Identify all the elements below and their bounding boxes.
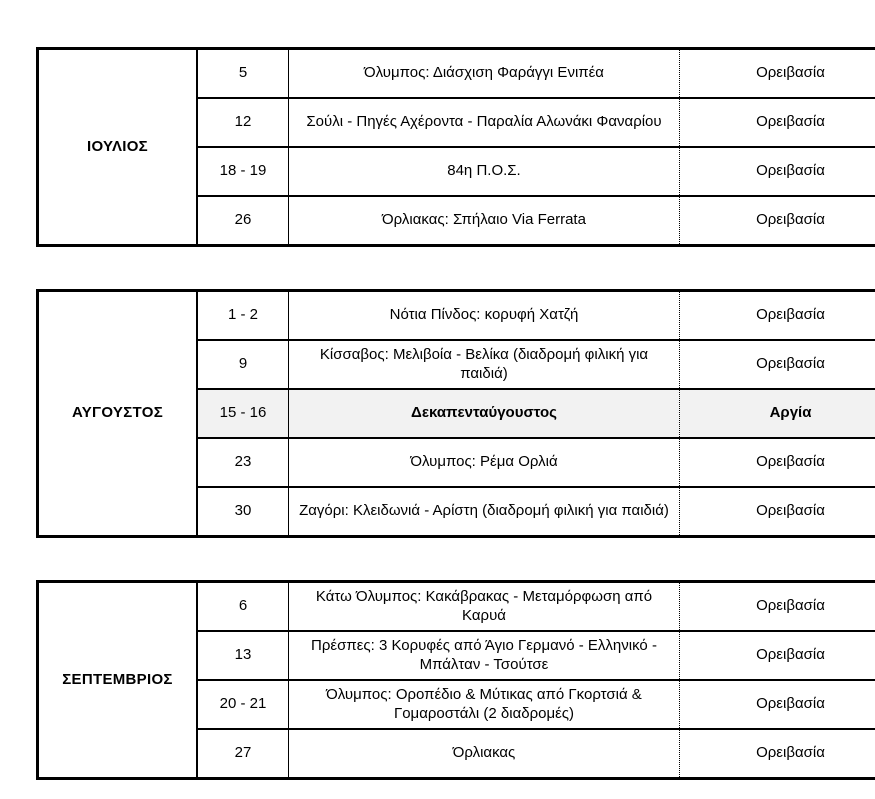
activity-cell: Ορειβασία xyxy=(680,196,875,246)
activity-cell: Ορειβασία xyxy=(680,340,875,389)
activity-cell: Ορειβασία xyxy=(680,291,875,341)
date-cell: 15 - 16 xyxy=(197,389,289,438)
schedule-row xyxy=(38,291,875,341)
date-cell: 5 xyxy=(197,49,289,99)
date-cell: 12 xyxy=(197,98,289,147)
date-cell: 18 - 19 xyxy=(197,147,289,196)
schedule-row xyxy=(38,582,875,632)
month-label: ΑΥΓΟΥΣΤΟΣ xyxy=(38,291,198,537)
description-cell: Κίσσαβος: Μελιβοία - Βελίκα (διαδρομή φιλική για παιδιά) xyxy=(289,340,680,389)
date-cell: 1 - 2 xyxy=(197,291,289,341)
month-schedule-table xyxy=(36,289,875,538)
date-cell: 27 xyxy=(197,729,289,779)
description-cell: Κάτω Όλυμπος: Κακάβρακας - Μεταμόρφωση από Καρυά xyxy=(289,582,680,632)
tables-container xyxy=(36,47,875,780)
description-cell: Πρέσπες: 3 Κορυφές από Άγιο Γερμανό - Ελληνικό - Μπάλταν - Τσούτσε xyxy=(289,631,680,680)
date-cell: 20 - 21 xyxy=(197,680,289,729)
month-schedule-table xyxy=(36,47,875,247)
activity-cell: Ορειβασία xyxy=(680,582,875,632)
month-label: ΙΟΥΛΙΟΣ xyxy=(38,49,198,246)
activity-cell: Ορειβασία xyxy=(680,631,875,680)
description-cell: Όρλιακας: Σπήλαιο Via Ferrata xyxy=(289,196,680,246)
date-cell: 9 xyxy=(197,340,289,389)
activity-cell: Ορειβασία xyxy=(680,487,875,537)
activity-cell: Ορειβασία xyxy=(680,438,875,487)
date-cell: 6 xyxy=(197,582,289,632)
month-schedule-table xyxy=(36,580,875,780)
date-cell: 23 xyxy=(197,438,289,487)
activity-cell: Ορειβασία xyxy=(680,147,875,196)
date-cell: 13 xyxy=(197,631,289,680)
description-cell: Ζαγόρι: Κλειδωνιά - Αρίστη (διαδρομή φιλική για παιδιά) xyxy=(289,487,680,537)
description-cell: Νότια Πίνδος: κορυφή Χατζή xyxy=(289,291,680,341)
activity-cell: Ορειβασία xyxy=(680,680,875,729)
activity-cell: Ορειβασία xyxy=(680,49,875,99)
description-cell: Όλυμπος: Ρέμα Ορλιά xyxy=(289,438,680,487)
description-cell: Σούλι - Πηγές Αχέροντα - Παραλία Αλωνάκι Φαναρίου xyxy=(289,98,680,147)
description-cell: Όλυμπος: Διάσχιση Φαράγγι Ενιπέα xyxy=(289,49,680,99)
date-cell: 30 xyxy=(197,487,289,537)
date-cell: 26 xyxy=(197,196,289,246)
description-cell: Όρλιακας xyxy=(289,729,680,779)
activity-cell: Ορειβασία xyxy=(680,98,875,147)
activity-cell: Ορειβασία xyxy=(680,729,875,779)
month-label: ΣΕΠΤΕΜΒΡΙΟΣ xyxy=(38,582,198,779)
description-cell: Δεκαπενταύγουστος xyxy=(289,389,680,438)
description-cell: Όλυμπος: Οροπέδιο & Μύτικας από Γκορτσιά & Γομαροστάλι (2 διαδρομές) xyxy=(289,680,680,729)
description-cell: 84η Π.Ο.Σ. xyxy=(289,147,680,196)
schedule-row xyxy=(38,49,875,99)
activity-cell: Αργία xyxy=(680,389,875,438)
